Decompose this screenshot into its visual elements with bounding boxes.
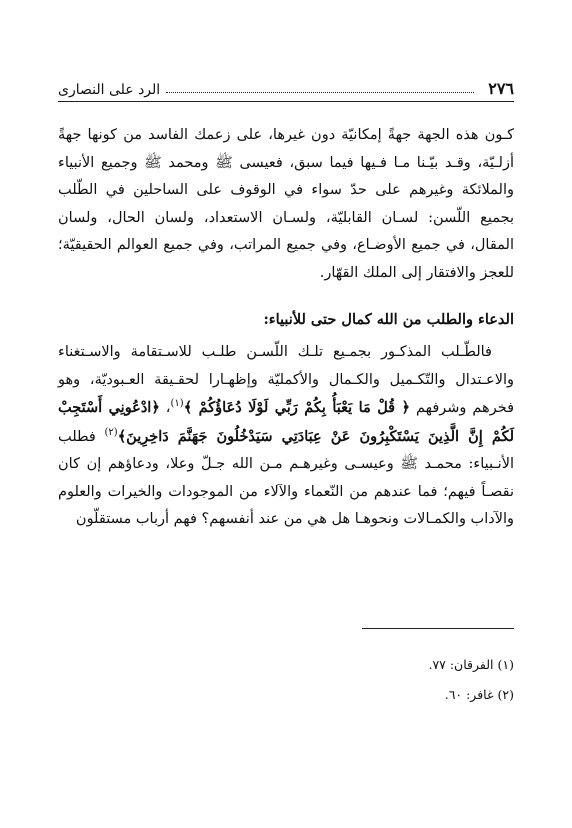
footnote-ref: (٢)	[104, 426, 118, 438]
running-header	[58, 76, 514, 98]
section-heading: الدعاء والطلب من الله كمال حتى للأنبياء:	[263, 311, 514, 328]
paragraph-text: فالطّـلب المذكـور بجمـيع تلـك اللّسـن طلـب للاسـتقامة والاسـتغناء والاعـتدال والتّكـميل والكـمال والأكمليّة وإظهـارا لحقـيقة العـبوديّة، وهو فخرهم وشرفهم	[58, 344, 515, 416]
footnote-rule	[362, 628, 514, 629]
page-number: ٢٧٦	[488, 79, 514, 98]
header-rule	[58, 101, 514, 102]
quran-verse: ﴿ادْعُونِي أَسْتَجِبْ لَكُمْ إِنَّ الَّذِينَ يَسْتَكْبِرُونَ عَنْ عِبَادَتِي سَيَدْخُلُونَ جَهَنَّمَ دَاخِرِينَ﴾	[58, 399, 514, 445]
paragraph-text: فطلب الأنـبياء: محمـد ﷺ وعيسـى وغيرهـم مـن الله جـلّ وعلا، ودعاؤهم إن كان نقصـاً فيهم؛ فما عندهم من النّعماء والآلاء من الموجودات والخيرات والعلوم والآداب والكمـالات ونحوهـا هل هي من عند أنفسهم؟ فهم أرباب مستقلّون	[58, 428, 514, 527]
main-text	[58, 122, 514, 534]
running-title: الرد على النصارى	[58, 82, 161, 98]
header-dotted-leader	[166, 91, 474, 93]
separator-text: ،	[159, 400, 171, 416]
quran-verse: ﴿ قُلْ مَا يَعْبَأُ بِكُمْ رَبِّي لَوْلَا دُعَاؤُكُمْ ﴾	[183, 399, 411, 416]
footnote: (٢) غافر: ٦٠.	[444, 687, 514, 702]
footnote: (١) الفرقان: ٧٧.	[428, 657, 514, 672]
paragraph: كـون هذه الجهة جهةً إمكانيّة دون غيرها، على زعمك الفاسد من كونها جهةً أزلـيّة، وقـد بيّـنا مـا فـيها فيما سبق، فعيسى ﷺ ومحمد ﷺ وجميع الأنبياء والملائكة وغيرهم على حدّ سواء في الوقوف على الساحلين في الطّلب بجميع اللّسن: لسـان القابليّة، ولسـان الاستعداد، ولسان الحال، ولسان المقال، في جميع الأوضـاع، وفي جميع المراتب، وفي جميع العوالم الحقيقيّة؛ للعجز والافتقار إلى الملك القهّار.	[58, 127, 514, 281]
paragraph	[58, 339, 514, 534]
footnote-ref: (١)	[170, 398, 184, 410]
footnotes	[58, 650, 514, 710]
